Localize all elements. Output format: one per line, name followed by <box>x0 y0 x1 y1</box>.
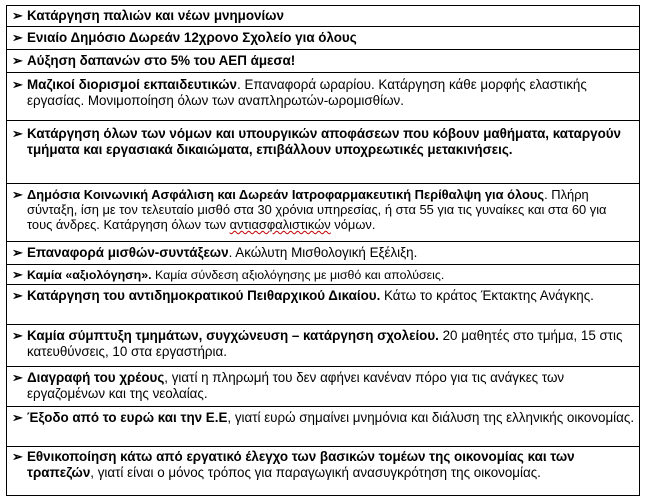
item-plain-tail: νόμων. <box>330 217 376 232</box>
item-bold: Έξοδο από το ευρώ και την Ε.Ε <box>27 410 228 425</box>
item-bold: Αύξηση δαπανών στο 5% του ΑΕΠ άμεσα! <box>27 53 296 68</box>
item-plain: , γιατί ευρώ σημαίνει μνημόνια και διάλυση της ελληνικής οικονομίας. <box>227 410 635 425</box>
item-plain: . Ακώλυτη Μισθολογική Εξέλιξη. <box>228 245 418 260</box>
table-row <box>7 121 639 184</box>
arrow-bullet-icon: ➢ <box>12 328 23 343</box>
demands-table <box>6 5 640 496</box>
item-bold: Διαγραφή του χρέους <box>27 370 165 385</box>
table-row <box>7 50 639 73</box>
arrow-bullet-icon: ➢ <box>12 53 23 68</box>
item-plain: . Πλήρη σύνταξη, ίση με τον τελευταίο μισθό στα 30 χρόνια υπηρεσίας, ή στα 55 για τις γυναίκες και στα 60 για τους άνδρες. Κατάργηση όλων των <box>27 187 607 232</box>
item-bold: Κατάργηση παλιών και νέων μνημονίων <box>27 8 284 23</box>
table-row <box>7 27 639 50</box>
item-text <box>27 245 635 261</box>
item-bold: Επαναφορά μισθών-συντάξεων <box>27 245 229 260</box>
item-text <box>27 77 635 109</box>
table-row <box>7 242 639 265</box>
item-plain: , γιατί η πληρωμή του δεν αφήνει κανέναν πόρο για τις ανάγκες των εργαζομένων και της νεολαίας. <box>27 370 565 401</box>
item-plain: , γιατί είναι ο μόνος τρόπος για παραγωγική ανασυγκρότηση της οικονομίας. <box>90 464 541 480</box>
table-row <box>7 73 639 121</box>
item-text <box>27 328 635 360</box>
item-bold: Κατάργηση όλων των νόμων και υπουργικών αποφάσεων που κόβουν μαθήματα, καταργούν τμήματα και εργασιακά δικαιώματα, επιβάλλουν υποχρεωτικές μετακινήσεις. <box>27 126 621 157</box>
table-row <box>7 265 639 285</box>
item-bold: Εθνικοποίηση κάτω από εργατικό έλεγχο των βασικών τομέων της οικονομίας και των τραπεζών <box>27 449 575 480</box>
item-text <box>27 449 635 480</box>
table-row <box>7 285 639 325</box>
arrow-bullet-icon: ➢ <box>12 245 23 260</box>
table-row <box>7 6 639 27</box>
item-plain: . Επαναφορά ωραρίου. Κατάργηση κάθε μορφής ελαστικής εργασίας. Μονιμοποίηση όλων των αναπληρωτών-ωρομισθίων. <box>27 77 587 108</box>
arrow-bullet-icon: ➢ <box>12 126 23 141</box>
table-row <box>7 407 639 447</box>
item-bold: Μαζικοί διορισμοί εκπαιδευτικών <box>27 77 237 92</box>
table-row <box>7 325 639 367</box>
item-bold: Καμία σύμπτυξη τμημάτων, συγχώνευση – κατάργηση σχολείου. <box>27 328 439 343</box>
item-text <box>27 53 635 69</box>
item-text <box>27 267 635 283</box>
arrow-bullet-icon: ➢ <box>12 410 23 425</box>
item-text <box>27 8 635 24</box>
spellcheck-word: αντιασφαλιστικών <box>229 217 331 232</box>
table-row <box>7 184 639 242</box>
item-bold: Ενιαίο Δημόσιο Δωρεάν 12χρονο Σχολείο για όλους <box>27 30 357 45</box>
arrow-bullet-icon: ➢ <box>12 267 23 282</box>
item-plain: 20 μαθητές στο τμήμα, 15 στις κατευθύνσεις, 10 στα εργαστήρια. <box>27 328 623 359</box>
item-text <box>27 187 635 232</box>
arrow-bullet-icon: ➢ <box>12 449 23 464</box>
item-bold: Καμία «αξιολόγηση». <box>27 268 152 282</box>
item-plain: Κάτω το κράτος Έκτακτης Ανάγκης. <box>380 288 594 303</box>
arrow-bullet-icon: ➢ <box>12 187 23 202</box>
table-row <box>7 447 639 497</box>
table-row <box>7 367 639 407</box>
item-text <box>27 288 635 304</box>
arrow-bullet-icon: ➢ <box>12 370 23 385</box>
item-bold: Δημόσια Κοινωνική Ασφάλιση και Δωρεάν Ιατροφαρμακευτική Περίθαλψη για όλους <box>27 187 545 202</box>
item-text <box>27 370 635 402</box>
item-text <box>27 30 635 46</box>
item-text <box>27 410 635 426</box>
arrow-bullet-icon: ➢ <box>12 30 23 45</box>
item-text <box>27 126 635 158</box>
arrow-bullet-icon: ➢ <box>12 288 23 303</box>
item-plain: Καμία σύνδεση αξιολόγησης με μισθό και απολύσεις. <box>151 268 445 282</box>
arrow-bullet-icon: ➢ <box>12 8 23 23</box>
arrow-bullet-icon: ➢ <box>12 77 23 92</box>
item-bold: Κατάργηση του αντιδημοκρατικού Πειθαρχικού Δικαίου. <box>27 288 381 303</box>
